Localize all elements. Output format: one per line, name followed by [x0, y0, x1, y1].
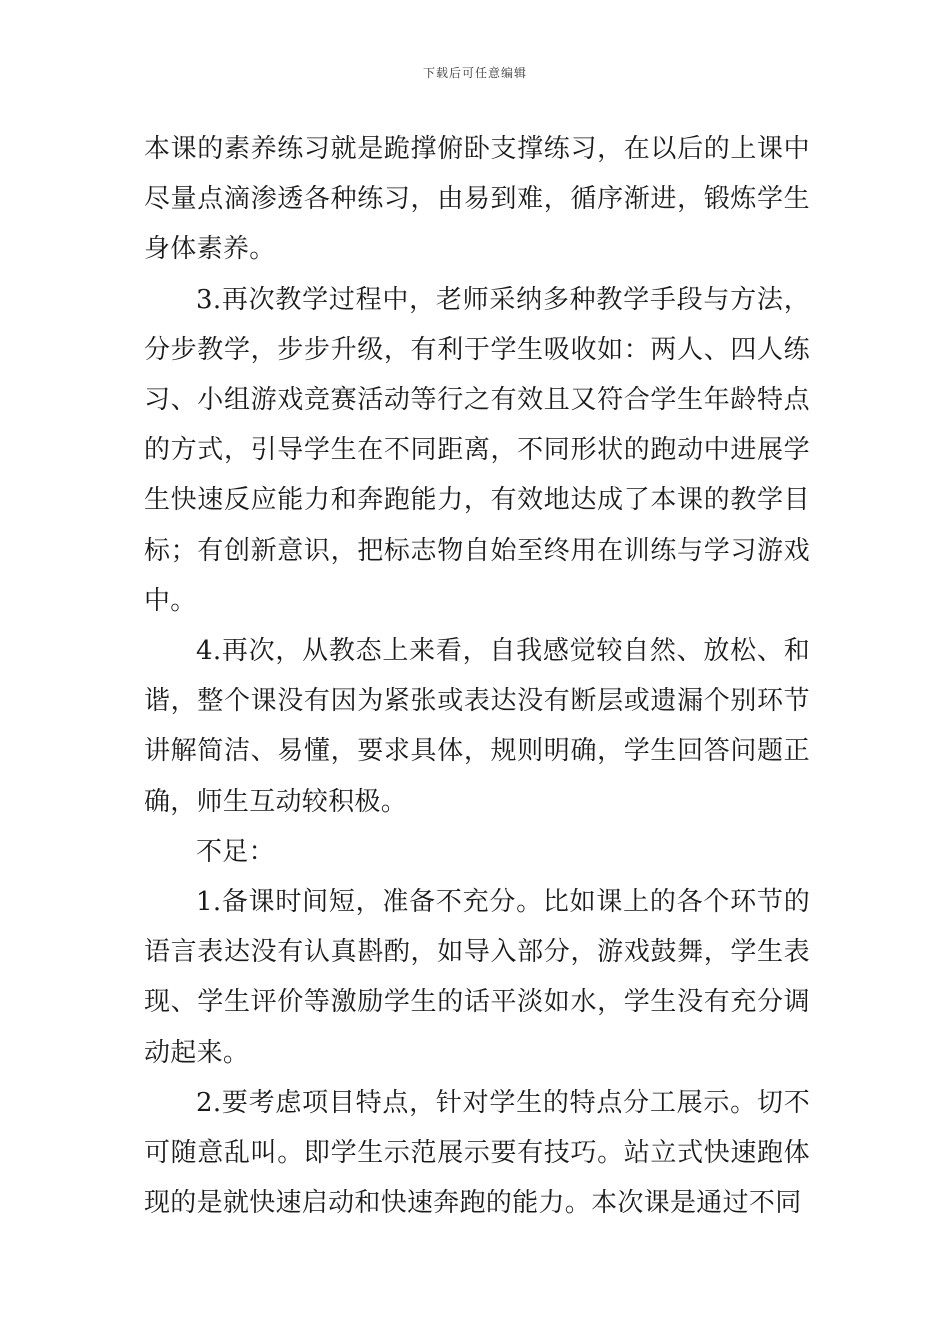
paragraph-6: 2.要考虑项目特点，针对学生的特点分工展示。切不可随意乱叫。即学生示范展示要有技巧。站立式快速跑体现的是就快速启动和快速奔跑的能力。本次课是通过不同 — [144, 1087, 810, 1219]
paragraph-4-heading: 不足： — [196, 836, 275, 867]
paragraph-3: 4.再次，从教态上来看，自我感觉较自然、放松、和谐，整个课没有因为紧张或表达没有断层或遗漏个别环节讲解简洁、易懂，要求具体，规则明确，学生回答问题正确，师生互动较积极。 — [144, 636, 810, 817]
paragraph-5: 1.备课时间短，准备不充分。比如课上的各个环节的语言表达没有认真斟酌，如导入部分，游戏鼓舞，学生表现、学生评价等激励学生的话平淡如水，学生没有充分调动起来。 — [144, 887, 810, 1068]
paragraph-1: 本课的素养练习就是跪撑俯卧支撑练习，在以后的上课中尽量点滴渗透各种练习，由易到难，循序渐进，锻炼学生身体素养。 — [144, 134, 810, 265]
page-header: 下载后可任意编辑 — [422, 66, 527, 80]
paragraph-2: 3.再次教学过程中，老师采纳多种教学手段与方法，分步教学，步步升级，有利于学生吸收如：两人、四人练习、小组游戏竞赛活动等行之有效且又符合学生年龄特点的方式，引导学生在不同距离，不同形状的跑动中进展学生快速反应能力和奔跑能力，有效地达成了本课的教学目标；有创新意识，把标志物自始至终用在训练与学习游戏中。 — [144, 284, 810, 616]
document-body — [144, 124, 810, 1228]
